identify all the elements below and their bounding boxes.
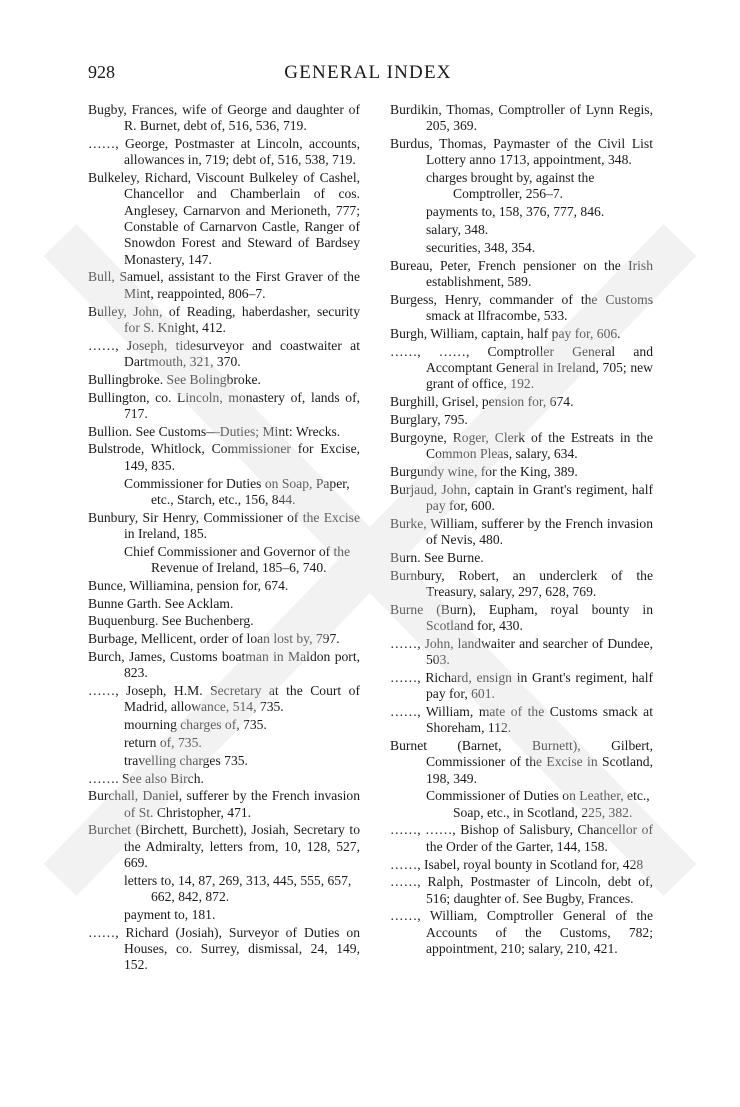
index-entry: ……, Joseph, tidesurveyor and coastwaiter at Dartmouth, 321, 370. [88, 337, 360, 369]
index-subentry: securities, 348, 354. [426, 239, 536, 255]
index-entry: Burchet (Birchett, Burchett), Josiah, Secretary to the Admiralty, letters from, 10, 128, 527, 669. [88, 822, 360, 871]
index-entry: Burgundy wine, for the King, 389. [390, 463, 578, 479]
index-entry: ……, Joseph, H.M. Secretary at the Court of Madrid, allowance, 514, 735. [88, 683, 360, 715]
index-subentry: payments to, 158, 376, 777, 846. [426, 204, 605, 220]
index-entry: ……, ……, Bishop of Salisbury, Chancellor of the Order of the Garter, 144, 158. [390, 822, 653, 854]
running-title: GENERAL INDEX [284, 62, 452, 83]
index-entry: Burjaud, John, captain in Grant's regiment, half pay for, 600. [390, 481, 653, 513]
index-entry: Burgess, Henry, commander of the Customs smack at Ilfracombe, 533. [390, 291, 653, 324]
index-entry: Bull, Samuel, assistant to the First Graver of the Mint, reappointed, 806–7. [88, 269, 360, 301]
index-entry: Bullington, co. Lincoln, monastery of, lands of, 717. [88, 389, 360, 421]
index-entry: Bureau, Peter, French pensioner on the Irish establishment, 589. [390, 257, 653, 289]
index-entry: ……, Richard (Josiah), Surveyor of Duties on Houses, co. Surrey, dismissal, 24, 149, 152. [88, 924, 360, 973]
index-entry: Burn. See Burne. [390, 549, 484, 565]
index-entry: ……. See also Birch. [88, 770, 204, 786]
index-subentry: letters to, 14, 87, 269, 313, 445, 555, 657, 662, 842, 872. [124, 872, 352, 905]
index-entry: Burgh, William, captain, half pay for, 606. [390, 325, 621, 341]
page-number: 928 [88, 62, 115, 82]
index-entry: Burbage, Mellicent, order of loan lost by, 797. [88, 631, 340, 647]
index-entry: Burnbury, Robert, an underclerk of the Treasury, salary, 297, 628, 769. [390, 567, 653, 599]
index-entry: ……, ……, Comptroller General and Accomptant General in Ireland, 705; new grant of office, 192. [390, 343, 653, 392]
index-entry: Bulley, John, of Reading, haberdasher, security for S. Knight, 412. [88, 303, 360, 335]
index-entry: Burchall, Daniel, sufferer by the French invasion of St. Christopher, 471. [88, 788, 360, 820]
index-subentry: Chief Commissioner and Governor of the Revenue of Ireland, 185–6, 740. [124, 543, 351, 576]
index-entry: ……, John, landwaiter and searcher of Dundee, 503. [390, 635, 653, 667]
index-entry: Bunne Garth. See Acklam. [88, 595, 234, 611]
index-column-right [390, 102, 653, 959]
index-entry: ……, Isabel, royal bounty in Scotland for, 428 [390, 856, 644, 872]
index-entry: Bulstrode, Whitlock, Commissioner for Excise, 149, 835. [88, 441, 360, 473]
index-entry: ……, George, Postmaster at Lincoln, accounts, allowances in, 719; debt of, 516, 538, 719. [88, 136, 360, 168]
index-entry: Burghill, Grisel, pension for, 674. [390, 394, 574, 410]
index-entry: Burgoyne, Roger, Clerk of the Estreats in the Common Pleas, salary, 634. [390, 429, 653, 461]
index-subentry: return of, 735. [124, 734, 202, 750]
index-subentry: Commissioner for Duties on Soap, Paper, etc., Starch, etc., 156, 844. [124, 475, 350, 507]
index-entry: Bulkeley, Richard, Viscount Bulkeley of Cashel, Chancellor and Chamberlain of cos. Anglesey, Carnarvon and Merioneth, 777; Constable of Carnarvon Castle, Ranger of Snowdon Forest and Steward of Bardsey Monastery, 147. [88, 170, 360, 267]
index-entry: Bullingbroke. See Bolingbroke. [88, 371, 261, 387]
index-subentry: mourning charges of, 735. [124, 717, 267, 733]
index-column-left [88, 102, 360, 975]
index-entry: Burglary, 795. [390, 411, 468, 427]
index-entry: ……, Ralph, Postmaster of Lincoln, debt of, 516; daughter of. See Bugby, Frances. [390, 874, 653, 906]
index-entry: Buquenburg. See Buchenberg. [88, 613, 254, 629]
index-entry: Burne (Burn), Eupham, royal bounty in Scotland for, 430. [390, 601, 653, 633]
index-subentry: payment to, 181. [124, 906, 216, 922]
index-subentry: travelling charges 735. [124, 752, 248, 768]
page-header [88, 62, 648, 88]
index-entry: ……, Richard, ensign in Grant's regiment, half pay for, 601. [390, 669, 653, 702]
index-entry: ……, William, mate of the Customs smack at Shoreham, 112. [390, 703, 653, 736]
index-entry: Burch, James, Customs boatman in Maldon port, 823. [88, 649, 360, 681]
index-subentry: charges brought by, against the Comptroller, 256–7. [426, 170, 595, 202]
index-entry: ……, William, Comptroller General of the Accounts of the Customs, 782; appointment, 210; salary, 210, 421. [390, 908, 653, 957]
index-entry: Bugby, Frances, wife of George and daughter of R. Burnet, debt of, 516, 536, 719. [88, 102, 360, 134]
index-entry: Bunce, Williamina, pension for, 674. [88, 577, 289, 593]
index-entry: Burke, William, sufferer by the French invasion of Nevis, 480. [390, 515, 653, 547]
index-subentry: Commissioner of Duties on Leather, etc., Soap, etc., in Scotland, 225, 382. [426, 788, 650, 820]
index-entry: Burnet (Barnet, Burnett), Gilbert, Commissioner of the Excise in Scotland, 198, 349. [390, 737, 653, 786]
index-entry: Burdikin, Thomas, Comptroller of Lynn Regis, 205, 369. [390, 102, 653, 134]
index-subentry: salary, 348. [426, 222, 489, 238]
index-entry: Bullion. See Customs—Duties; Mint: Wrecks. [88, 423, 341, 439]
index-entry: Burdus, Thomas, Paymaster of the Civil List Lottery anno 1713, appointment, 348. [390, 136, 653, 168]
index-entry: Bunbury, Sir Henry, Commissioner of the Excise in Ireland, 185. [88, 509, 360, 541]
